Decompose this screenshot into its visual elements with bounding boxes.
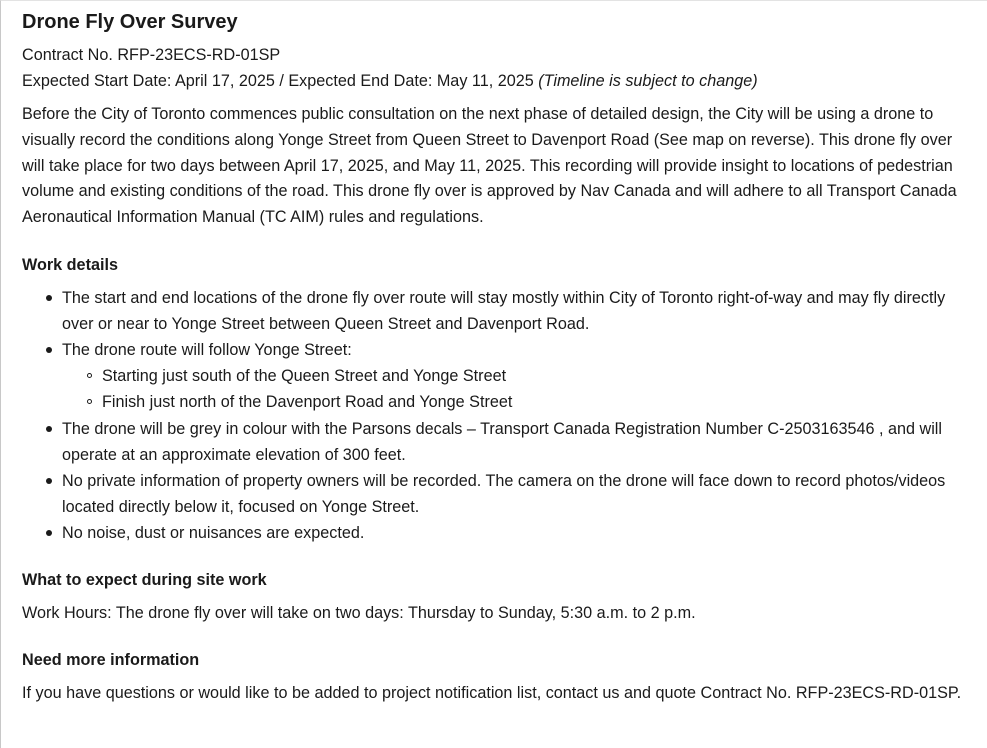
dates-note: (Timeline is subject to change) — [538, 72, 758, 90]
list-item-text: The start and end locations of the drone fly over route will stay mostly within City of Toronto right-of-way and may fly directly over or near to Yonge Street between Queen Street and Davenport Road. — [62, 288, 946, 333]
dates-text: Expected Start Date: April 17, 2025 / Expected End Date: May 11, 2025 — [22, 72, 534, 90]
site-work-heading: What to expect during site work — [22, 570, 267, 589]
route-sublist — [62, 363, 977, 416]
list-item-text: No noise, dust or nuisances are expected. — [62, 523, 365, 542]
sub-list-item-text: Finish just north of the Davenport Road and Yonge Street — [102, 393, 513, 412]
contract-number: Contract No. RFP-23ECS-RD-01SP — [22, 46, 281, 64]
expected-dates — [22, 68, 977, 94]
list-item — [22, 416, 977, 468]
work-details-list — [22, 285, 977, 546]
sub-list-item-text: Starting just south of the Queen Street and Yonge Street — [102, 366, 507, 385]
sub-list-item — [62, 363, 977, 390]
bullet-icon — [46, 426, 52, 432]
page-title: Drone Fly Over Survey — [22, 11, 238, 33]
work-details-heading: Work details — [22, 255, 118, 274]
bullet-icon — [46, 295, 52, 301]
hollow-bullet-icon — [87, 373, 92, 378]
list-item — [22, 337, 977, 416]
list-item — [22, 285, 977, 337]
hollow-bullet-icon — [87, 399, 92, 404]
list-item — [22, 468, 977, 520]
work-hours-text: Work Hours: The drone fly over will take on two days: Thursday to Sunday, 5:30 a.m. to 2 p.m. — [22, 603, 696, 622]
bullet-icon — [46, 347, 52, 353]
list-item-text: No private information of property owners will be recorded. The camera on the drone will face down to record photos/videos located directly below it, focused on Yonge Street. — [62, 471, 946, 516]
sub-list-item — [62, 389, 977, 416]
bullet-icon — [46, 478, 52, 484]
list-item-text: The drone will be grey in colour with the Parsons decals – Transport Canada Registration Number C-2503163546 , and will operate at an approximate elevation of 300 feet. — [62, 419, 942, 464]
more-info-text: If you have questions or would like to be added to project notification list, contact us and quote Contract No. RFP-23ECS-RD-01SP. — [22, 683, 962, 702]
list-item — [22, 520, 977, 546]
intro-paragraph: Before the City of Toronto commences public consultation on the next phase of detailed design, the City will be using a drone to visually record the conditions along Yonge Street from Queen Street to Davenport Road (See map on reverse). This drone fly over will take place for two days between April 17, 2025, and May 11, 2025. This recording will provide insight to locations of pedestrian volume and existing conditions of the road. This drone fly over is approved by Nav Canada and will adhere to all Transport Canada Aeronautical Information Manual (TC AIM) rules and regulations. — [22, 105, 957, 227]
more-info-heading: Need more information — [22, 650, 200, 669]
list-item-text: The drone route will follow Yonge Street: — [62, 340, 352, 359]
document-body — [22, 8, 977, 706]
bullet-icon — [46, 530, 52, 536]
